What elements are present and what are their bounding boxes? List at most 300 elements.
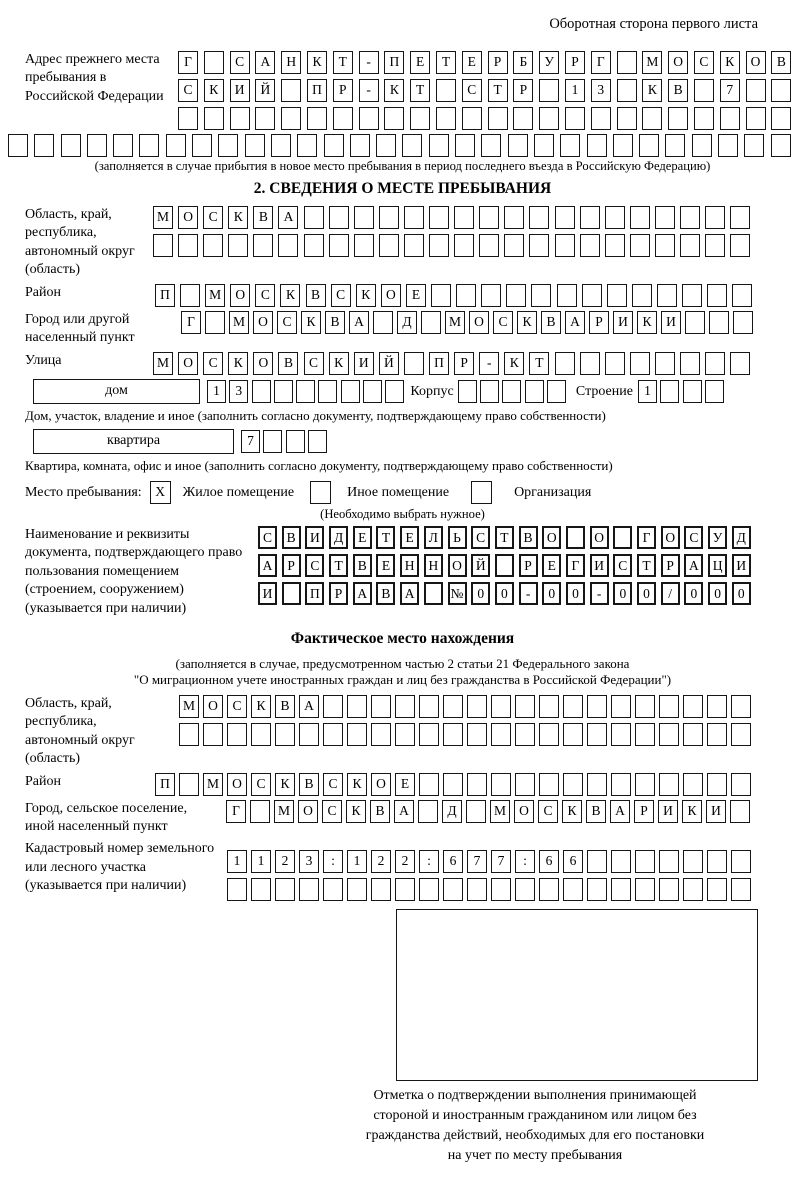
char-cell[interactable] — [529, 206, 549, 229]
char-cell[interactable] — [318, 380, 337, 403]
char-cell[interactable] — [635, 773, 655, 796]
char-cell[interactable] — [180, 284, 200, 307]
char-cell[interactable]: 7 — [241, 430, 260, 453]
char-cell[interactable]: Ц — [708, 554, 727, 577]
char-cell[interactable] — [282, 582, 301, 605]
char-cell[interactable] — [515, 773, 535, 796]
char-cell[interactable] — [566, 526, 585, 549]
char-cell[interactable]: М — [205, 284, 225, 307]
char-cell[interactable]: С — [694, 51, 714, 74]
char-cell[interactable] — [555, 234, 575, 257]
char-cell[interactable]: К — [307, 51, 327, 74]
char-cell[interactable]: К — [384, 79, 404, 102]
char-cell[interactable]: О — [469, 311, 489, 334]
char-cell[interactable]: У — [708, 526, 727, 549]
char-cell[interactable]: К — [275, 773, 295, 796]
checkbox-zhiloe[interactable]: X — [150, 481, 171, 504]
char-cell[interactable] — [659, 695, 679, 718]
char-cell[interactable] — [692, 134, 712, 157]
char-cell[interactable] — [418, 800, 438, 823]
char-cell[interactable] — [350, 134, 370, 157]
char-cell[interactable] — [480, 380, 499, 403]
char-cell[interactable] — [227, 723, 247, 746]
char-cell[interactable]: К — [204, 79, 224, 102]
char-cell[interactable]: 0 — [613, 582, 632, 605]
char-cell[interactable]: К — [637, 311, 657, 334]
char-cell[interactable] — [707, 723, 727, 746]
char-cell[interactable]: А — [394, 800, 414, 823]
char-cell[interactable] — [230, 107, 250, 130]
char-cell[interactable] — [617, 51, 637, 74]
char-cell[interactable] — [635, 878, 655, 901]
char-cell[interactable]: 3 — [299, 850, 319, 873]
char-cell[interactable] — [34, 134, 54, 157]
char-cell[interactable]: Е — [400, 526, 419, 549]
char-cell[interactable]: П — [384, 51, 404, 74]
char-cell[interactable] — [630, 352, 650, 375]
char-cell[interactable]: Р — [589, 311, 609, 334]
char-cell[interactable] — [731, 878, 751, 901]
char-cell[interactable]: В — [519, 526, 538, 549]
char-cell[interactable] — [580, 206, 600, 229]
char-cell[interactable] — [683, 723, 703, 746]
char-cell[interactable] — [363, 380, 382, 403]
char-cell[interactable]: К — [517, 311, 537, 334]
char-cell[interactable] — [481, 134, 501, 157]
char-cell[interactable]: К — [682, 800, 702, 823]
char-cell[interactable]: С — [230, 51, 250, 74]
char-cell[interactable] — [421, 311, 441, 334]
char-cell[interactable] — [419, 773, 439, 796]
char-cell[interactable] — [731, 723, 751, 746]
char-cell[interactable] — [347, 878, 367, 901]
char-cell[interactable]: О — [590, 526, 609, 549]
char-cell[interactable] — [771, 134, 791, 157]
char-cell[interactable] — [333, 107, 353, 130]
char-cell[interactable]: О — [253, 352, 273, 375]
char-cell[interactable] — [371, 695, 391, 718]
char-cell[interactable]: О — [448, 554, 467, 577]
char-cell[interactable]: В — [370, 800, 390, 823]
char-cell[interactable]: О — [253, 311, 273, 334]
char-cell[interactable] — [203, 723, 223, 746]
char-cell[interactable] — [456, 284, 476, 307]
char-cell[interactable] — [281, 79, 301, 102]
char-cell[interactable] — [304, 206, 324, 229]
char-cell[interactable] — [515, 695, 535, 718]
char-cell[interactable] — [436, 107, 456, 130]
char-cell[interactable]: Т — [376, 526, 395, 549]
char-cell[interactable] — [563, 773, 583, 796]
char-cell[interactable] — [539, 79, 559, 102]
char-cell[interactable] — [683, 380, 702, 403]
char-cell[interactable] — [395, 878, 415, 901]
char-cell[interactable]: - — [359, 51, 379, 74]
char-cell[interactable] — [491, 773, 511, 796]
char-cell[interactable]: С — [227, 695, 247, 718]
char-cell[interactable]: С — [203, 352, 223, 375]
char-cell[interactable] — [587, 773, 607, 796]
char-cell[interactable] — [429, 234, 449, 257]
char-cell[interactable] — [228, 234, 248, 257]
char-cell[interactable]: П — [155, 284, 175, 307]
char-cell[interactable] — [424, 582, 443, 605]
char-cell[interactable] — [250, 800, 270, 823]
char-cell[interactable] — [605, 352, 625, 375]
char-cell[interactable] — [179, 723, 199, 746]
char-cell[interactable]: И — [590, 554, 609, 577]
char-cell[interactable]: А — [610, 800, 630, 823]
char-cell[interactable] — [718, 134, 738, 157]
char-cell[interactable]: Р — [329, 582, 348, 605]
char-cell[interactable]: К — [228, 206, 248, 229]
char-cell[interactable]: В — [668, 79, 688, 102]
char-cell[interactable]: А — [255, 51, 275, 74]
char-cell[interactable] — [251, 723, 271, 746]
char-cell[interactable]: П — [429, 352, 449, 375]
char-cell[interactable] — [359, 107, 379, 130]
char-cell[interactable]: К — [356, 284, 376, 307]
char-cell[interactable] — [635, 695, 655, 718]
char-cell[interactable]: С — [305, 554, 324, 577]
char-cell[interactable]: 7 — [467, 850, 487, 873]
char-cell[interactable] — [491, 695, 511, 718]
char-cell[interactable] — [153, 234, 173, 257]
char-cell[interactable] — [613, 526, 632, 549]
char-cell[interactable] — [707, 878, 727, 901]
char-cell[interactable] — [683, 850, 703, 873]
char-cell[interactable]: К — [504, 352, 524, 375]
char-cell[interactable]: В — [541, 311, 561, 334]
char-cell[interactable]: Р — [454, 352, 474, 375]
char-cell[interactable] — [632, 284, 652, 307]
char-cell[interactable]: М — [445, 311, 465, 334]
char-cell[interactable]: - — [519, 582, 538, 605]
char-cell[interactable]: А — [353, 582, 372, 605]
char-cell[interactable] — [694, 107, 714, 130]
char-cell[interactable] — [668, 107, 688, 130]
char-cell[interactable] — [508, 134, 528, 157]
char-cell[interactable] — [555, 352, 575, 375]
char-cell[interactable] — [443, 695, 463, 718]
char-cell[interactable]: С — [251, 773, 271, 796]
char-cell[interactable]: М — [274, 800, 294, 823]
kvartira-type-box[interactable]: квартира — [33, 429, 234, 454]
char-cell[interactable]: К — [346, 800, 366, 823]
char-cell[interactable]: С — [255, 284, 275, 307]
char-cell[interactable] — [587, 134, 607, 157]
char-cell[interactable] — [560, 134, 580, 157]
char-cell[interactable] — [555, 206, 575, 229]
char-cell[interactable] — [402, 134, 422, 157]
char-cell[interactable] — [431, 284, 451, 307]
char-cell[interactable]: - — [479, 352, 499, 375]
char-cell[interactable] — [479, 206, 499, 229]
char-cell[interactable] — [443, 723, 463, 746]
char-cell[interactable]: Н — [281, 51, 301, 74]
char-cell[interactable]: О — [661, 526, 680, 549]
char-cell[interactable] — [347, 723, 367, 746]
char-cell[interactable] — [607, 284, 627, 307]
char-cell[interactable]: 1 — [251, 850, 271, 873]
char-cell[interactable] — [630, 206, 650, 229]
char-cell[interactable] — [707, 284, 727, 307]
char-cell[interactable]: Г — [226, 800, 246, 823]
char-cell[interactable] — [539, 723, 559, 746]
char-cell[interactable]: И — [661, 311, 681, 334]
char-cell[interactable] — [547, 380, 566, 403]
char-cell[interactable] — [251, 878, 271, 901]
char-cell[interactable] — [278, 234, 298, 257]
char-cell[interactable]: Й — [379, 352, 399, 375]
char-cell[interactable]: - — [359, 79, 379, 102]
char-cell[interactable]: С — [323, 773, 343, 796]
char-cell[interactable]: Г — [178, 51, 198, 74]
char-cell[interactable]: А — [278, 206, 298, 229]
char-cell[interactable] — [655, 206, 675, 229]
char-cell[interactable] — [587, 723, 607, 746]
char-cell[interactable]: Н — [424, 554, 443, 577]
char-cell[interactable] — [587, 850, 607, 873]
char-cell[interactable] — [534, 134, 554, 157]
char-cell[interactable]: В — [278, 352, 298, 375]
char-cell[interactable] — [454, 206, 474, 229]
char-cell[interactable]: А — [684, 554, 703, 577]
char-cell[interactable]: Т — [436, 51, 456, 74]
char-cell[interactable] — [746, 79, 766, 102]
char-cell[interactable]: М — [642, 51, 662, 74]
char-cell[interactable] — [479, 234, 499, 257]
char-cell[interactable]: В — [306, 284, 326, 307]
char-cell[interactable] — [731, 850, 751, 873]
char-cell[interactable] — [429, 206, 449, 229]
char-cell[interactable] — [395, 723, 415, 746]
char-cell[interactable]: К — [347, 773, 367, 796]
char-cell[interactable]: И — [706, 800, 726, 823]
char-cell[interactable]: В — [353, 554, 372, 577]
char-cell[interactable] — [488, 107, 508, 130]
char-cell[interactable] — [281, 107, 301, 130]
char-cell[interactable]: Т — [410, 79, 430, 102]
char-cell[interactable]: А — [299, 695, 319, 718]
char-cell[interactable]: 3 — [229, 380, 248, 403]
char-cell[interactable]: Е — [395, 773, 415, 796]
char-cell[interactable] — [275, 878, 295, 901]
char-cell[interactable]: Т — [495, 526, 514, 549]
char-cell[interactable] — [454, 234, 474, 257]
char-cell[interactable] — [404, 206, 424, 229]
char-cell[interactable] — [515, 723, 535, 746]
char-cell[interactable] — [655, 352, 675, 375]
char-cell[interactable]: Т — [329, 554, 348, 577]
char-cell[interactable]: И — [258, 582, 277, 605]
char-cell[interactable] — [252, 380, 271, 403]
char-cell[interactable]: М — [179, 695, 199, 718]
char-cell[interactable] — [732, 284, 752, 307]
char-cell[interactable] — [611, 878, 631, 901]
char-cell[interactable] — [660, 380, 679, 403]
char-cell[interactable]: В — [376, 582, 395, 605]
char-cell[interactable] — [771, 107, 791, 130]
char-cell[interactable]: / — [661, 582, 680, 605]
char-cell[interactable]: К — [280, 284, 300, 307]
char-cell[interactable]: С — [684, 526, 703, 549]
char-cell[interactable]: 1 — [638, 380, 657, 403]
checkbox-inoe[interactable] — [310, 481, 331, 504]
char-cell[interactable] — [630, 234, 650, 257]
char-cell[interactable] — [680, 352, 700, 375]
char-cell[interactable]: К — [228, 352, 248, 375]
char-cell[interactable] — [733, 311, 753, 334]
char-cell[interactable] — [683, 773, 703, 796]
char-cell[interactable] — [139, 134, 159, 157]
char-cell[interactable]: О — [542, 526, 561, 549]
char-cell[interactable]: К — [720, 51, 740, 74]
char-cell[interactable]: Е — [376, 554, 395, 577]
char-cell[interactable] — [419, 878, 439, 901]
char-cell[interactable] — [404, 352, 424, 375]
char-cell[interactable] — [419, 723, 439, 746]
char-cell[interactable]: И — [305, 526, 324, 549]
char-cell[interactable] — [730, 234, 750, 257]
char-cell[interactable]: И — [354, 352, 374, 375]
char-cell[interactable] — [354, 206, 374, 229]
char-cell[interactable] — [178, 234, 198, 257]
char-cell[interactable]: И — [230, 79, 250, 102]
char-cell[interactable] — [462, 107, 482, 130]
char-cell[interactable]: Д — [397, 311, 417, 334]
char-cell[interactable]: В — [253, 206, 273, 229]
char-cell[interactable] — [458, 380, 477, 403]
char-cell[interactable]: Д — [442, 800, 462, 823]
char-cell[interactable] — [481, 284, 501, 307]
char-cell[interactable]: К — [251, 695, 271, 718]
char-cell[interactable] — [683, 878, 703, 901]
char-cell[interactable] — [694, 79, 714, 102]
char-cell[interactable] — [611, 850, 631, 873]
char-cell[interactable]: М — [153, 206, 173, 229]
char-cell[interactable] — [605, 234, 625, 257]
char-cell[interactable] — [384, 107, 404, 130]
char-cell[interactable] — [683, 695, 703, 718]
char-cell[interactable] — [642, 107, 662, 130]
char-cell[interactable]: С — [178, 79, 198, 102]
char-cell[interactable] — [680, 206, 700, 229]
char-cell[interactable]: Р — [565, 51, 585, 74]
char-cell[interactable] — [329, 234, 349, 257]
char-cell[interactable]: С — [462, 79, 482, 102]
char-cell[interactable]: А — [349, 311, 369, 334]
char-cell[interactable] — [605, 206, 625, 229]
char-cell[interactable] — [436, 79, 456, 102]
char-cell[interactable]: 6 — [443, 850, 463, 873]
char-cell[interactable]: М — [153, 352, 173, 375]
char-cell[interactable]: Д — [329, 526, 348, 549]
char-cell[interactable] — [308, 430, 327, 453]
char-cell[interactable]: С — [304, 352, 324, 375]
char-cell[interactable]: Т — [333, 51, 353, 74]
char-cell[interactable]: 7 — [720, 79, 740, 102]
char-cell[interactable] — [504, 234, 524, 257]
char-cell[interactable] — [563, 878, 583, 901]
char-cell[interactable]: 3 — [591, 79, 611, 102]
char-cell[interactable] — [373, 311, 393, 334]
char-cell[interactable] — [203, 234, 223, 257]
char-cell[interactable]: Р — [661, 554, 680, 577]
char-cell[interactable] — [731, 773, 751, 796]
char-cell[interactable] — [587, 695, 607, 718]
char-cell[interactable] — [707, 695, 727, 718]
char-cell[interactable] — [347, 695, 367, 718]
char-cell[interactable] — [617, 79, 637, 102]
char-cell[interactable]: Е — [353, 526, 372, 549]
char-cell[interactable] — [113, 134, 133, 157]
char-cell[interactable]: В — [282, 526, 301, 549]
char-cell[interactable] — [771, 79, 791, 102]
char-cell[interactable] — [655, 234, 675, 257]
char-cell[interactable]: С — [322, 800, 342, 823]
char-cell[interactable]: М — [490, 800, 510, 823]
char-cell[interactable]: : — [419, 850, 439, 873]
char-cell[interactable]: К — [329, 352, 349, 375]
char-cell[interactable]: А — [565, 311, 585, 334]
char-cell[interactable] — [582, 284, 602, 307]
dom-type-box[interactable]: дом — [33, 379, 200, 404]
char-cell[interactable]: С — [613, 554, 632, 577]
char-cell[interactable]: С — [277, 311, 297, 334]
char-cell[interactable]: Т — [488, 79, 508, 102]
char-cell[interactable] — [639, 134, 659, 157]
char-cell[interactable] — [491, 723, 511, 746]
char-cell[interactable] — [323, 878, 343, 901]
char-cell[interactable]: Ь — [448, 526, 467, 549]
char-cell[interactable]: Т — [529, 352, 549, 375]
char-cell[interactable]: 1 — [207, 380, 226, 403]
char-cell[interactable] — [297, 134, 317, 157]
char-cell[interactable]: 1 — [347, 850, 367, 873]
char-cell[interactable]: О — [746, 51, 766, 74]
char-cell[interactable] — [304, 234, 324, 257]
char-cell[interactable]: М — [229, 311, 249, 334]
char-cell[interactable] — [659, 773, 679, 796]
char-cell[interactable] — [657, 284, 677, 307]
char-cell[interactable] — [539, 107, 559, 130]
char-cell[interactable] — [491, 878, 511, 901]
char-cell[interactable]: О — [230, 284, 250, 307]
char-cell[interactable]: Г — [637, 526, 656, 549]
char-cell[interactable] — [299, 878, 319, 901]
char-cell[interactable] — [329, 206, 349, 229]
char-cell[interactable] — [730, 206, 750, 229]
char-cell[interactable] — [429, 134, 449, 157]
char-cell[interactable] — [323, 695, 343, 718]
char-cell[interactable] — [539, 695, 559, 718]
char-cell[interactable]: И — [658, 800, 678, 823]
char-cell[interactable]: В — [586, 800, 606, 823]
char-cell[interactable]: 2 — [395, 850, 415, 873]
char-cell[interactable]: Е — [406, 284, 426, 307]
char-cell[interactable]: Е — [410, 51, 430, 74]
char-cell[interactable]: О — [178, 352, 198, 375]
char-cell[interactable]: 0 — [684, 582, 703, 605]
char-cell[interactable] — [385, 380, 404, 403]
char-cell[interactable] — [580, 352, 600, 375]
char-cell[interactable]: А — [400, 582, 419, 605]
char-cell[interactable] — [443, 773, 463, 796]
char-cell[interactable]: Р — [488, 51, 508, 74]
char-cell[interactable] — [253, 234, 273, 257]
char-cell[interactable] — [506, 284, 526, 307]
